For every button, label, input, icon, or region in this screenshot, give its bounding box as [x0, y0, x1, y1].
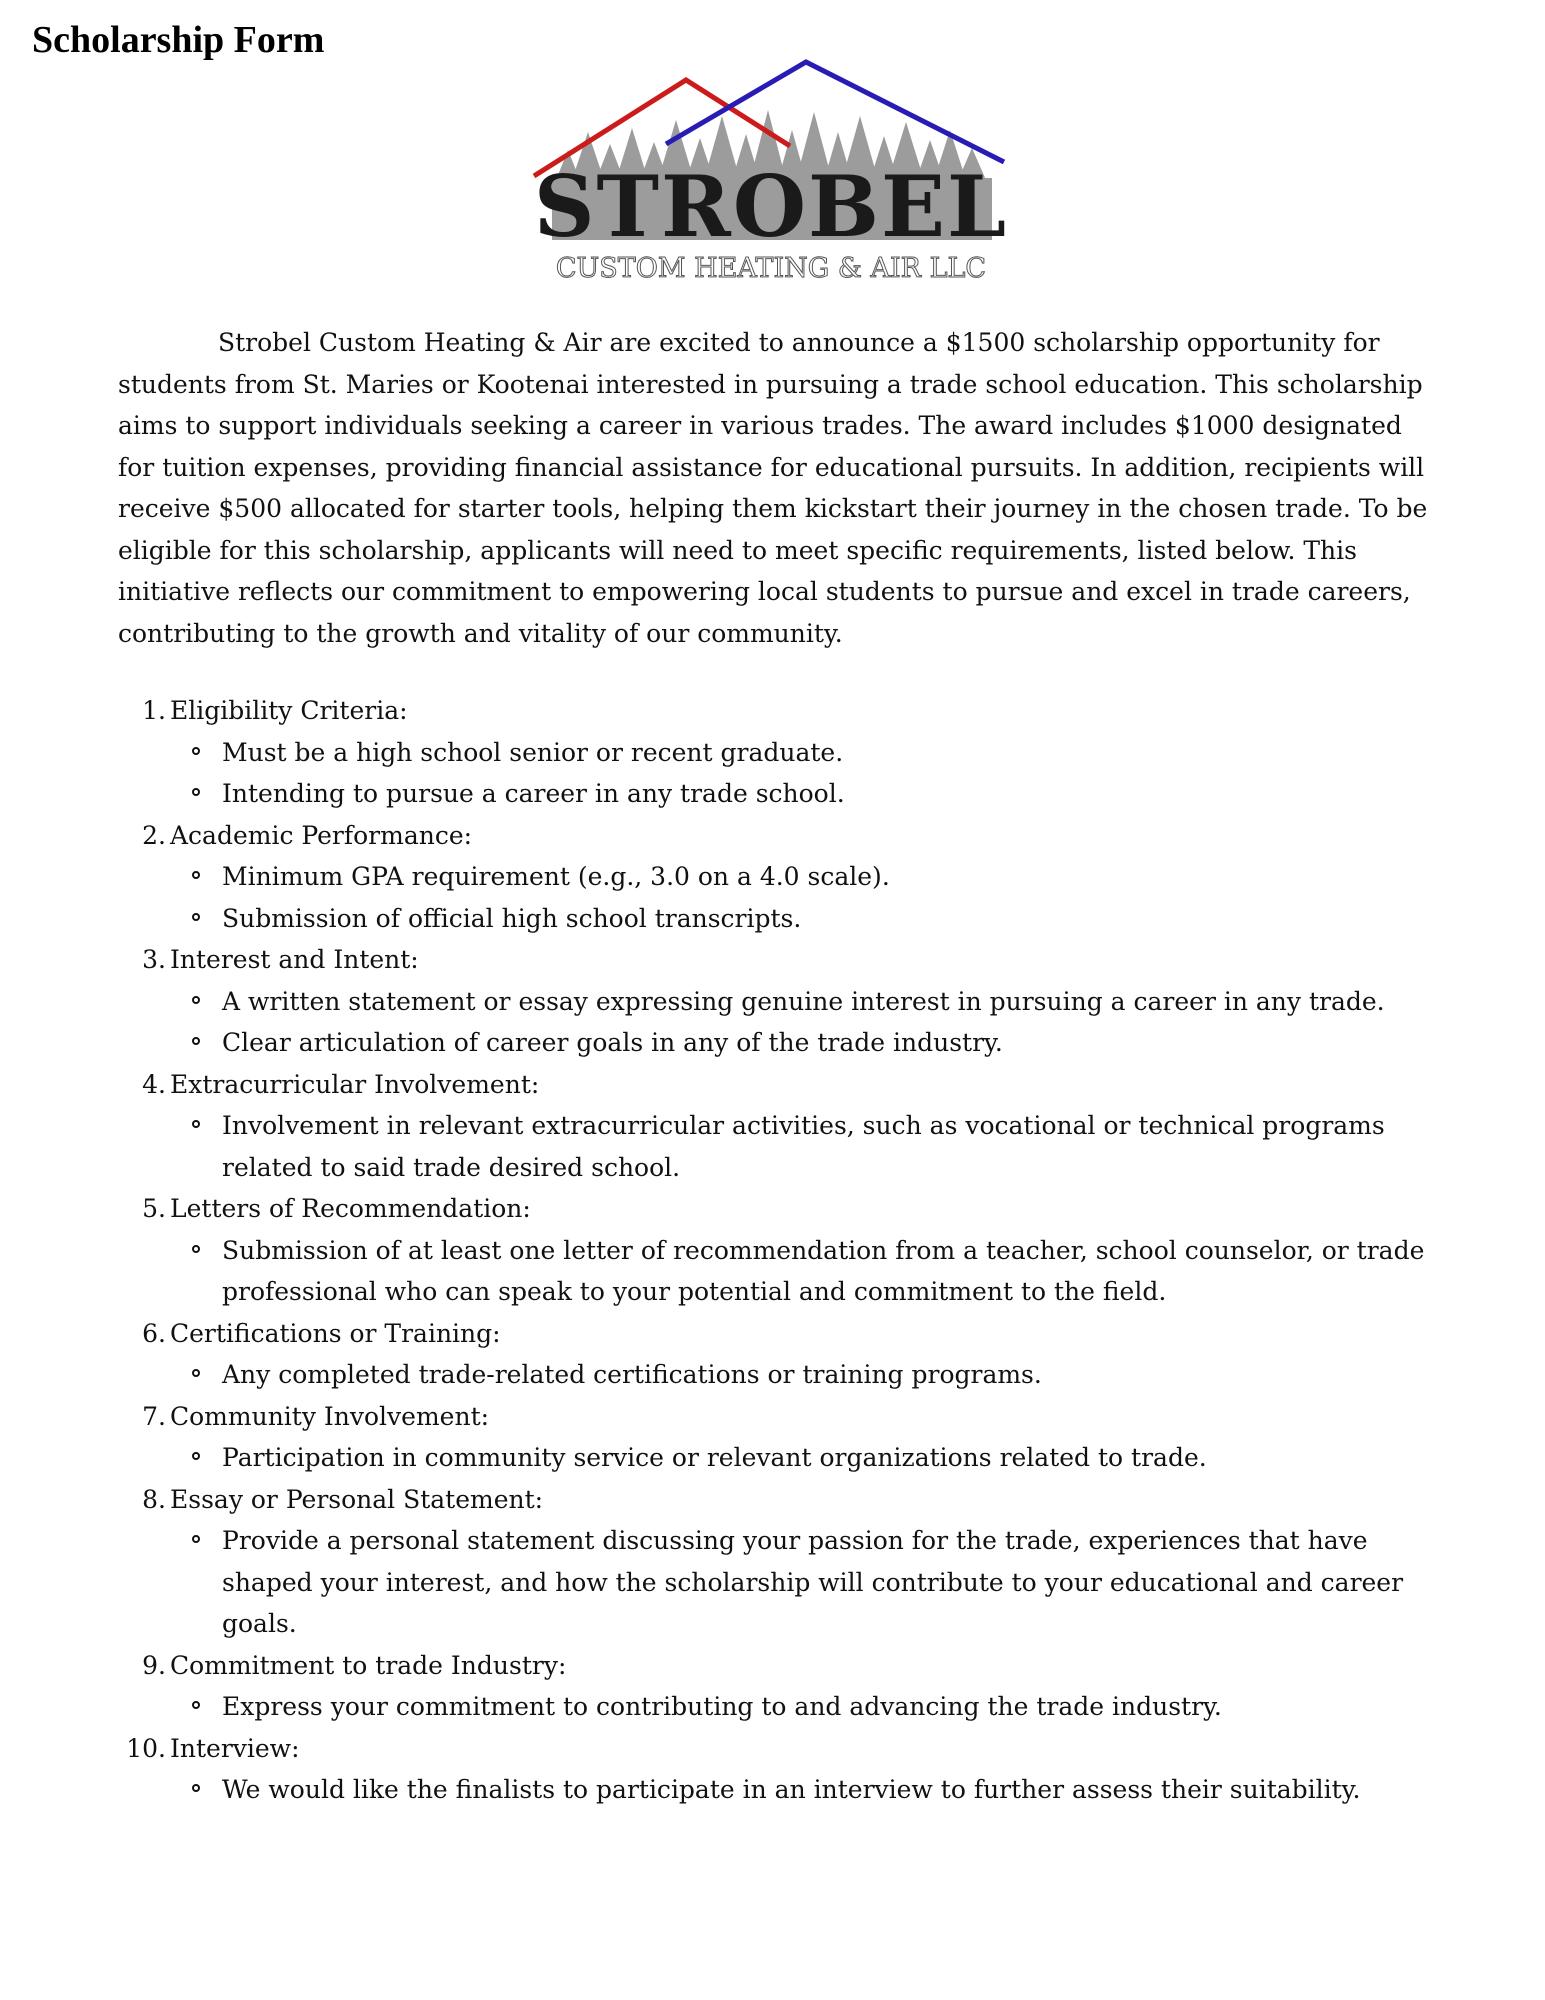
- criteria-number: 2.: [142, 820, 166, 850]
- criteria-number: 1.: [142, 696, 166, 725]
- hollow-bullet-icon: [192, 1701, 200, 1709]
- criteria-subitems: [170, 1520, 1438, 1645]
- criteria-subitem-text: Express your commitment to contributing to and advancing the trade industry.: [222, 1692, 1222, 1721]
- criteria-heading: Academic Performance:: [170, 820, 473, 850]
- criteria-subitem: [170, 1230, 1438, 1313]
- hollow-bullet-icon: [192, 1120, 200, 1128]
- criteria-subitems: [170, 1686, 1438, 1728]
- criteria-subitem-text: Submission of official high school transcripts.: [222, 903, 802, 933]
- criteria-subitem: [170, 1354, 1438, 1396]
- hollow-bullet-icon: [192, 1245, 200, 1253]
- intro-paragraph: Strobel Custom Heating & Air are excited to announce a $1500 scholarship opportunity for students from St. Maries or Kootenai interested in pursuing a trade school education. This scholarship aims to support individuals seeking a career in various trades. The award includes $1000 designated for tuition expenses, providing financial assistance for educational pursuits. In addition, recipients will receive $500 allocated for starter tools, helping them kickstart their journey in the chosen trade. To be eligible for this scholarship, applicants will need to meet specific requirements, listed below. This initiative reflects our commitment to empowering local students to pursue and excel in trade careers, contributing to the growth and vitality of our community.: [118, 328, 1428, 648]
- criteria-subitem: [170, 1686, 1438, 1728]
- criteria-item: [118, 690, 1438, 815]
- criteria-subitem-text: We would like the finalists to participate in an interview to further assess their suitability.: [222, 1775, 1361, 1804]
- criteria-subitem-text: Intending to pursue a career in any trade school.: [222, 779, 845, 808]
- criteria-heading: Extracurricular Involvement:: [170, 1069, 540, 1099]
- criteria-subitem: [170, 981, 1438, 1023]
- criteria-subitems: [170, 856, 1438, 939]
- criteria-heading: Community Involvement:: [170, 1401, 490, 1431]
- criteria-subitem: [170, 1437, 1438, 1479]
- criteria-number: 10.: [126, 1733, 166, 1763]
- criteria-subitem-text: Clear articulation of career goals in any of the trade industry.: [222, 1028, 1003, 1057]
- criteria-item: [118, 939, 1438, 1064]
- criteria-heading: Letters of Recommendation:: [170, 1194, 531, 1223]
- hollow-bullet-icon: [192, 747, 200, 755]
- criteria-subitems: [170, 732, 1438, 815]
- criteria-number: 8.: [142, 1484, 166, 1514]
- criteria-item: [118, 1645, 1438, 1728]
- criteria-subitem: [170, 773, 1438, 815]
- criteria-subitem: [170, 1520, 1438, 1645]
- criteria-number: 3.: [142, 945, 166, 974]
- criteria-subitems: [170, 1769, 1438, 1811]
- criteria-number: 6.: [142, 1318, 166, 1348]
- hollow-bullet-icon: [192, 1784, 200, 1792]
- criteria-subitem: [170, 1105, 1438, 1188]
- criteria-item: [118, 1188, 1438, 1313]
- criteria-subitem: [170, 898, 1438, 940]
- criteria-heading: Interview:: [170, 1733, 300, 1763]
- criteria-item: [118, 1064, 1438, 1189]
- criteria-number: 5.: [142, 1194, 166, 1223]
- criteria-subitems: [170, 1230, 1438, 1313]
- criteria-subitems: [170, 1105, 1438, 1188]
- criteria-subitems: [170, 981, 1438, 1064]
- criteria-subitem-text: Any completed trade-related certifications or training programs.: [222, 1360, 1042, 1389]
- criteria-item: [118, 1396, 1438, 1479]
- criteria-subitem-text: Submission of at least one letter of recommendation from a teacher, school counselor, or trade professional who can speak to your potential and commitment to the field.: [222, 1235, 1425, 1306]
- logo-wordmark: STROBEL: [533, 157, 1009, 256]
- criteria-subitems: [170, 1354, 1438, 1396]
- criteria-subitems: [170, 1437, 1438, 1479]
- criteria-number: 9.: [142, 1650, 166, 1680]
- criteria-subitem-text: Participation in community service or relevant organizations related to trade.: [222, 1443, 1207, 1472]
- page-title: Scholarship Form: [32, 19, 325, 61]
- hollow-bullet-icon: [192, 1037, 200, 1045]
- hollow-bullet-icon: [192, 913, 200, 921]
- criteria-heading: Interest and Intent:: [170, 945, 419, 974]
- criteria-subitem-text: Provide a personal statement discussing your passion for the trade, experiences that have shaped your interest, and how the scholarship will contribute to your educational and career goals.: [222, 1526, 1404, 1638]
- criteria-item: [118, 1728, 1438, 1811]
- criteria-subitem: [170, 732, 1438, 774]
- criteria-heading: Essay or Personal Statement:: [170, 1484, 544, 1514]
- criteria-subitem-text: Involvement in relevant extracurricular activities, such as vocational or technical programs related to said trade desired school.: [222, 1111, 1385, 1182]
- hollow-bullet-icon: [192, 1535, 200, 1543]
- criteria-number: 7.: [142, 1401, 166, 1431]
- criteria-list: [118, 690, 1438, 1811]
- criteria-item: [118, 1313, 1438, 1396]
- criteria-subitem: [170, 1769, 1438, 1811]
- criteria-subitem-text: A written statement or essay expressing genuine interest in pursuing a career in any trade.: [222, 986, 1385, 1016]
- hollow-bullet-icon: [192, 1369, 200, 1377]
- hollow-bullet-icon: [192, 788, 200, 796]
- criteria-subitem: [170, 1022, 1438, 1064]
- criteria-heading: Certifications or Training:: [170, 1318, 501, 1348]
- company-logo-graphic: [528, 58, 1014, 286]
- criteria-item: [118, 1479, 1438, 1645]
- criteria-number: 4.: [142, 1069, 166, 1099]
- logo-tagline: CUSTOM HEATING & AIR LLC: [555, 253, 987, 284]
- criteria-subitem-text: Must be a high school senior or recent graduate.: [222, 737, 844, 767]
- hollow-bullet-icon: [192, 1452, 200, 1460]
- criteria-subitem: [170, 856, 1438, 898]
- criteria-heading: Eligibility Criteria:: [170, 696, 408, 725]
- criteria-item: [118, 815, 1438, 940]
- criteria-subitem-text: Minimum GPA requirement (e.g., 3.0 on a 4.0 scale).: [222, 862, 890, 891]
- hollow-bullet-icon: [192, 996, 200, 1004]
- company-logo: [528, 58, 1014, 286]
- criteria-heading: Commitment to trade Industry:: [170, 1650, 567, 1680]
- hollow-bullet-icon: [192, 871, 200, 879]
